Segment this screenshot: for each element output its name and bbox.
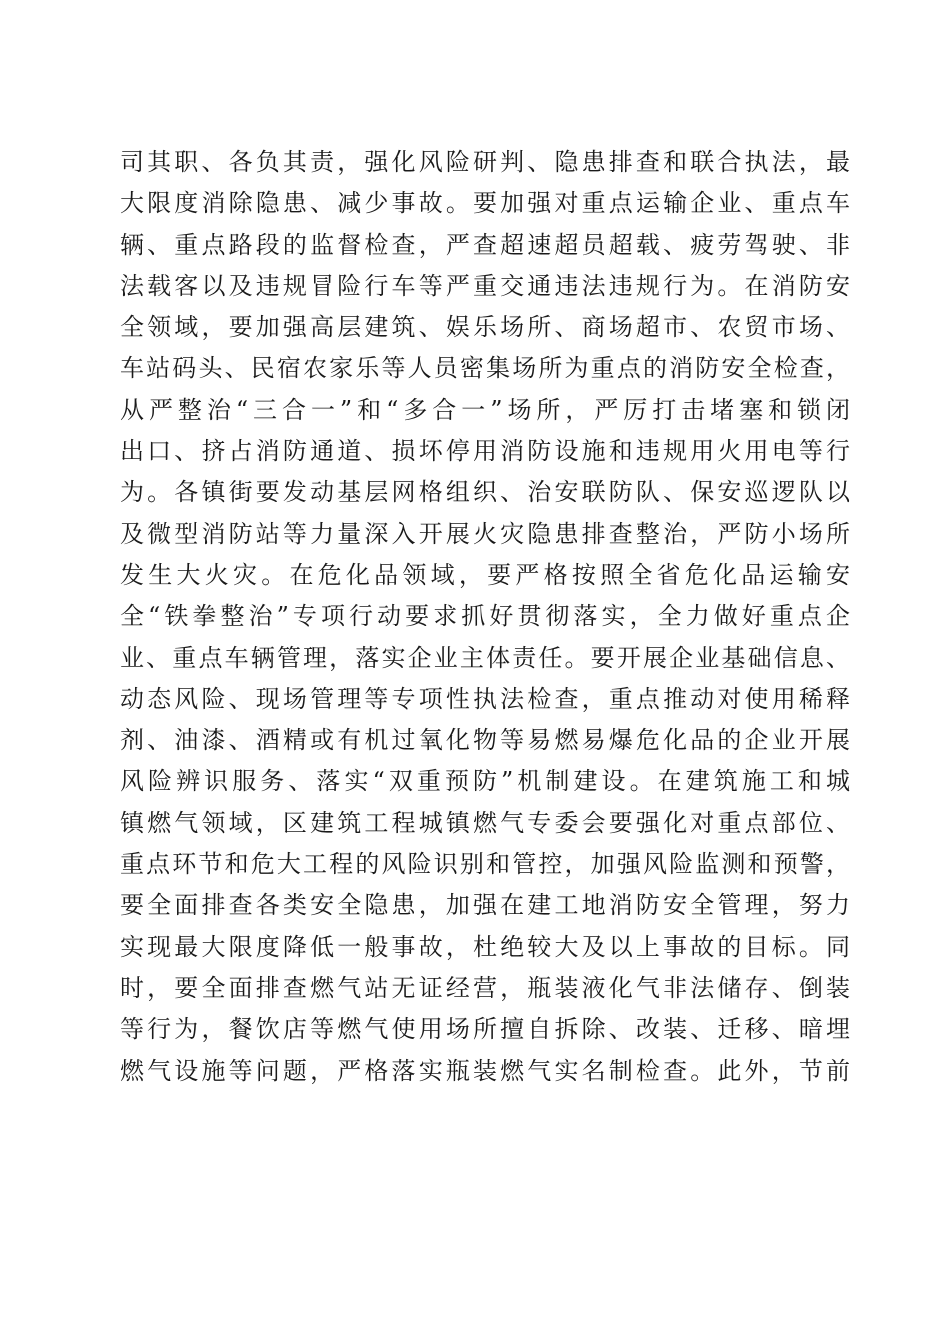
text-line-17: 镇燃气领域，区建筑工程城镇燃气专委会要强化对重点部位、 bbox=[120, 808, 850, 837]
text-line-23: 燃气设施等问题，严格落实瓶装燃气实名制检查。此外，节前 bbox=[120, 1056, 850, 1085]
text-line-10: 及微型消防站等力量深入开展火灾隐患排查整治，严防小场所 bbox=[120, 519, 850, 548]
text-line-21: 时，要全面排查燃气站无证经营，瓶装液化气非法储存、倒装 bbox=[120, 973, 850, 1002]
text-line-1: 司其职、各负其责，强化风险研判、隐患排查和联合执法，最 bbox=[120, 148, 850, 176]
text-line-12: 全“铁拳整治”专项行动要求抓好贯彻落实，全力做好重点企 bbox=[120, 602, 850, 631]
text-line-9: 为。各镇街要发动基层网格组织、治安联防队、保安巡逻队以 bbox=[120, 478, 850, 507]
text-line-15: 剂、油漆、酒精或有机过氧化物等易燃易爆危化品的企业开展 bbox=[120, 726, 850, 755]
text-line-2: 大限度消除隐患、减少事故。要加强对重点运输企业、重点车 bbox=[120, 189, 850, 218]
text-line-16: 风险辨识服务、落实“双重预防”机制建设。在建筑施工和城 bbox=[120, 767, 850, 796]
text-line-22: 等行为，餐饮店等燃气使用场所擅自拆除、改装、迁移、暗埋 bbox=[120, 1015, 850, 1044]
body-paragraph bbox=[120, 142, 850, 1092]
text-line-19: 要全面排查各类安全隐患，加强在建工地消防安全管理，努力 bbox=[120, 891, 850, 920]
text-line-6: 车站码头、民宿农家乐等人员密集场所为重点的消防安全检查， bbox=[120, 354, 850, 383]
text-line-7: 从严整治“三合一”和“多合一”场所，严厉打击堵塞和锁闭 bbox=[120, 395, 850, 424]
text-line-4: 法载客以及违规冒险行车等严重交通违法违规行为。在消防安 bbox=[120, 271, 850, 300]
text-line-13: 业、重点车辆管理，落实企业主体责任。要开展企业基础信息、 bbox=[120, 643, 850, 672]
text-line-8: 出口、挤占消防通道、损坏停用消防设施和违规用火用电等行 bbox=[120, 437, 850, 466]
text-line-20: 实现最大限度降低一般事故，杜绝较大及以上事故的目标。同 bbox=[120, 932, 850, 961]
text-line-5: 全领域，要加强高层建筑、娱乐场所、商场超市、农贸市场、 bbox=[120, 313, 850, 342]
text-line-18: 重点环节和危大工程的风险识别和管控，加强风险监测和预警， bbox=[120, 850, 850, 879]
text-line-11: 发生大火灾。在危化品领域，要严格按照全省危化品运输安 bbox=[120, 560, 850, 589]
text-line-3: 辆、重点路段的监督检查，严查超速超员超载、疲劳驾驶、非 bbox=[120, 230, 850, 259]
text-line-14: 动态风险、现场管理等专项性执法检查，重点推动对使用稀释 bbox=[120, 684, 850, 713]
